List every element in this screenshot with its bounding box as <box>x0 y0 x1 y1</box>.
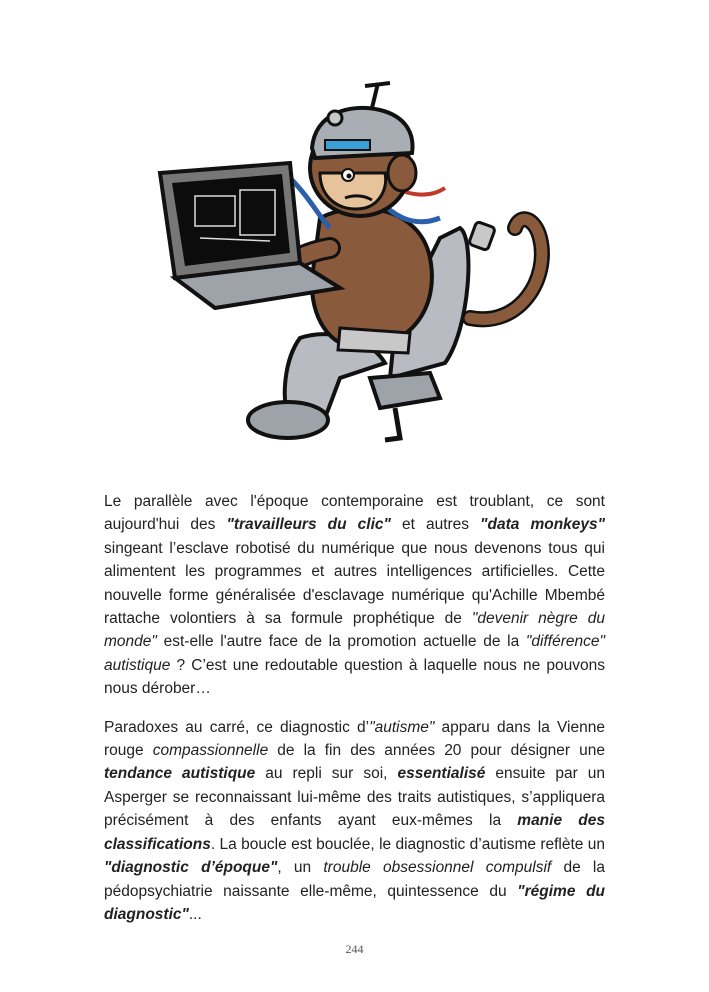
text-run: apparu dans la Vienne rouge <box>104 718 605 760</box>
text-run: "différence" autistique <box>104 633 605 674</box>
text-run: ensuite par un Asperger se reconnaissant lui-même des traits autistiques, s’appliquera précisément à des enfants ayant eux-mêmes la <box>104 765 606 830</box>
text-run: "travailleurs du clic" <box>226 516 391 534</box>
text-run: de la pédopsychiatrie naissante elle-même, quintessence du <box>104 859 605 900</box>
text-run: essentialisé <box>397 765 486 783</box>
text-run: "data monkeys" <box>480 516 605 534</box>
text-run: "devenir nègre du monde" <box>104 610 606 651</box>
text-run: singeant l’esclave robotisé du numérique que nous devenons tous qui alimentent les programmes et autres intelligences artificielles. Cette nouvelle forme généralisée d'esclavage numérique qu'Achille Mbembé rattache volontiers à sa formule prophétique de <box>104 539 605 628</box>
text-run: au repli sur soi, <box>255 765 398 783</box>
body-text <box>104 490 605 941</box>
text-run: tendance autistique <box>104 765 256 783</box>
text-run: "régime du diagnostic" <box>104 882 605 923</box>
text-run: compassionnelle <box>152 742 269 760</box>
robot-monkey-at-computer-icon <box>140 78 580 458</box>
text-run: ? C’est une redoutable question à laquelle nous ne pouvons nous dérober… <box>104 656 605 698</box>
text-run: ... <box>188 905 202 923</box>
text-run: "autisme" <box>369 718 435 736</box>
text-run: "diagnostic d’époque" <box>104 859 278 877</box>
paragraph-2 <box>104 716 605 927</box>
text-run: est-elle l'autre face de la promotion actuelle de la <box>156 633 526 651</box>
text-run: . La boucle est bouclée, le diagnostic d’autisme reflète un <box>210 835 605 853</box>
page-number: 244 <box>345 942 364 956</box>
text-run: trouble obsessionnel compulsif <box>323 859 552 877</box>
text-run: Le parallèle avec l'époque contemporaine est troublant, ce sont aujourd'hui des <box>104 493 605 534</box>
paragraph-1 <box>104 490 605 701</box>
text-run: Paradoxes au carré, ce diagnostic d’ <box>104 718 370 736</box>
text-run: , un <box>277 859 324 877</box>
text-run: de la fin des années 20 pour désigner une <box>268 742 606 760</box>
text-run: manie des classifications <box>104 812 605 853</box>
text-run: et autres <box>390 516 481 534</box>
